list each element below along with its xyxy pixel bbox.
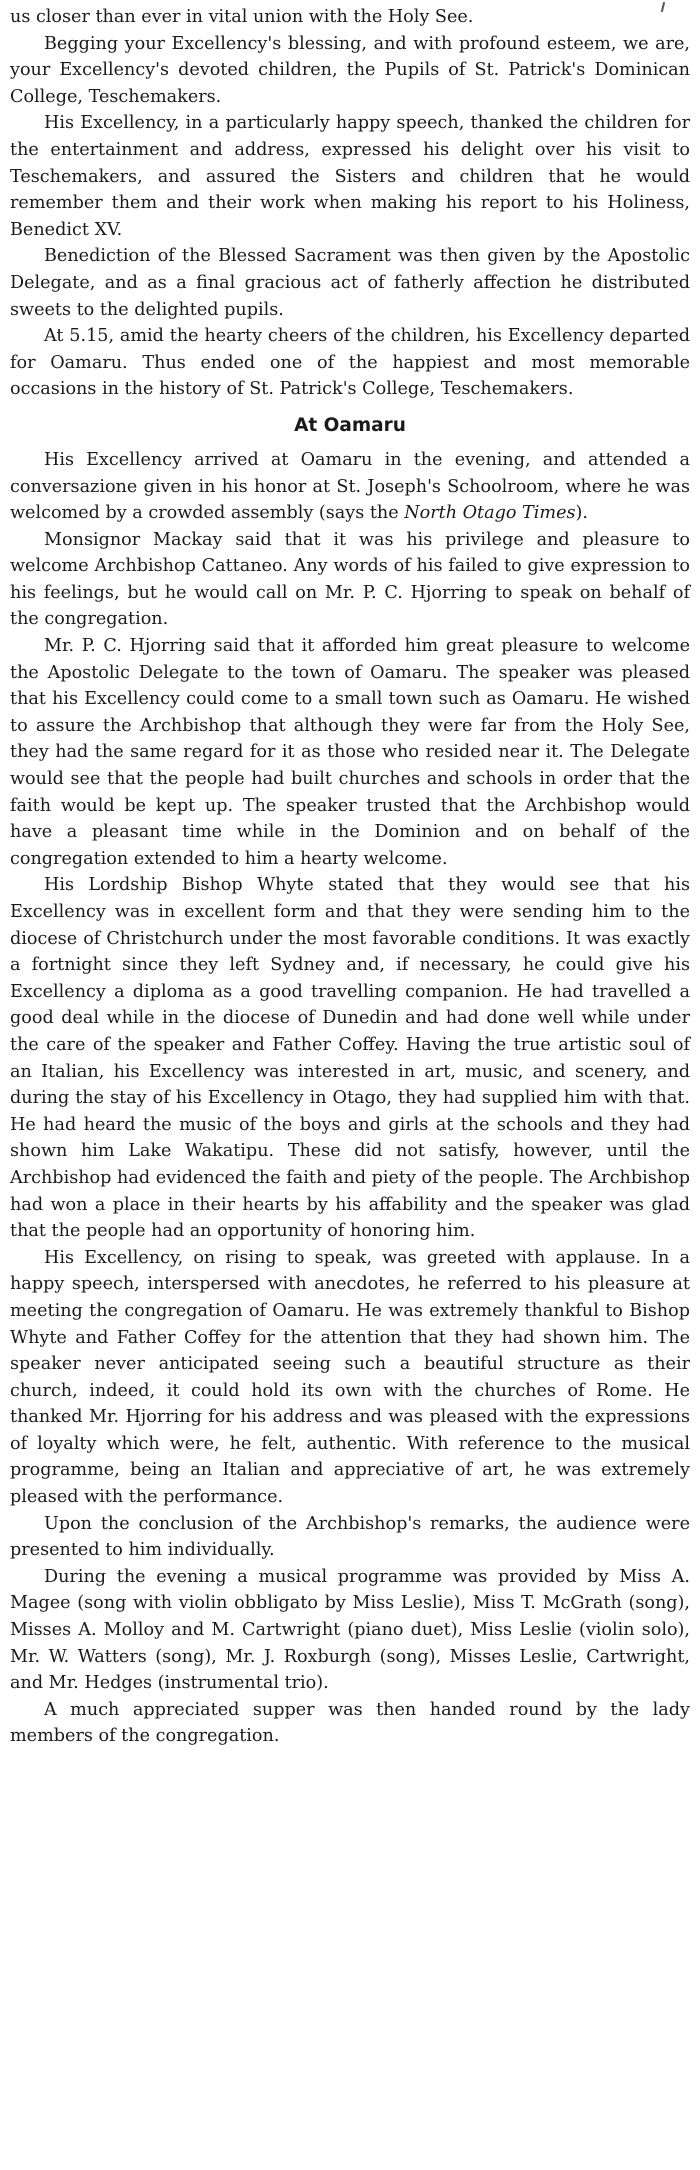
newspaper-column bbox=[10, 4, 690, 2164]
paragraph-address-closing: Begging your Excellency's blessing, and with profound esteem, we are, your Excellency's devoted children, the Pupils of St. Patrick's Dominican College, Teschemakers. bbox=[10, 33, 690, 107]
paragraph-excellency-reply: His Excellency, in a particularly happy speech, thanked the children for the entertainment and address, expressed his delight over his visit to Teschemakers, and assured the Sisters and children that he would remember them and their work when making his report to his Holiness, Benedict XV. bbox=[10, 113, 690, 240]
section-heading: At Oamaru bbox=[294, 414, 406, 436]
paragraph-departure: At 5.15, amid the hearty cheers of the children, his Excellency departed for Oamaru. Thus ended one of the happiest and most memorable occasions in the history of St. Patrick's College, Teschemakers. bbox=[10, 326, 690, 400]
paragraph-supper: A much appreciated supper was then handed round by the lady members of the congregation. bbox=[10, 1699, 690, 1747]
paragraph-benediction: Benediction of the Blessed Sacrament was then given by the Apostolic Delegate, and as a final gracious act of fatherly affection he distributed sweets to the delighted pupils. bbox=[10, 246, 690, 320]
paragraph-musical-programme: During the evening a musical programme was provided by Miss A. Magee (song with violin obbligato by Miss Leslie), Miss T. McGrath (song), Misses A. Molloy and M. Cartwright (piano duet), Miss Leslie (violin solo), Mr. W. Watters (song), Mr. J. Roxburgh (song), Misses Leslie, Cartwright, and Mr. Hedges (instrumental trio). bbox=[10, 1566, 690, 1694]
oamaru-intro-text: His Excellency arrived at Oamaru in the evening, and attended a conversazione given in his honor at St. Joseph's Schoolroom, where he was welcomed by a crowded assembly (says the bbox=[10, 449, 690, 524]
oamaru-intro-end: ). bbox=[575, 503, 589, 524]
newspaper-title: North Otago Times bbox=[404, 503, 576, 524]
paragraph-continued: us closer than ever in vital union with the Holy See. bbox=[10, 7, 474, 27]
paragraph-hjorring-speech: Mr. P. C. Hjorring said that it afforded him great pleasure to welcome the Apostolic Delegate to the town of Oamaru. The speaker was pleased that his Excellency could come to a small town such as Oamaru. He wished to assure the Archbishop that although they were far from the Holy See, they had the same regard for it as those who resided near it. The Delegate would see that the people had built churches and schools in order that the faith would be kept up. The speaker trusted that the Archbishop would have a pleasant time while in the Dominion and on behalf of the congregation extended to him a hearty welcome. bbox=[10, 636, 690, 869]
paragraph-oamaru-arrival bbox=[10, 447, 690, 527]
paragraph-audience-presented: Upon the conclusion of the Archbishop's remarks, the audience were presented to him individually. bbox=[10, 1513, 690, 1561]
paragraph-monsignor-mackay: Monsignor Mackay said that it was his privilege and pleasure to welcome Archbishop Cattaneo. Any words of his failed to give expression to his feelings, but he would call on Mr. P. C. Hjorring to speak on behalf of the congregation. bbox=[10, 529, 690, 630]
paragraph-bishop-whyte: His Lordship Bishop Whyte stated that they would see that his Excellency was in excellent form and that they were sending him to the diocese of Christchurch under the most favorable conditions. It was exactly a fortnight since they left Sydney and, if necessary, he could give his Excellency a diploma as a good travelling companion. He had travelled a good deal while in the diocese of Dunedin and had done well while under the care of the speaker and Father Coffey. Having the true artistic soul of an Italian, his Excellency was interested in art, music, and scenery, and during the stay of his Excellency in Otago, they had supplied him with that. He had heard the music of the boys and girls at the schools and they had shown him Lake Wakatipu. These did not satisfy, however, until the Archbishop had evidenced the faith and piety of the people. The Archbishop had won a place in their hearts by his affability and the speaker was glad that the people had an opportunity of honoring him. bbox=[10, 875, 690, 1242]
paragraph-excellency-speech: His Excellency, on rising to speak, was greeted with applause. In a happy speech, interspersed with anecdotes, he referred to his pleasure at meeting the congregation of Oamaru. He was extremely thankful to Bishop Whyte and Father Coffey for the attention that they had shown him. The speaker never anticipated seeing such a beautiful structure as their church, indeed, it could hold its own with the churches of Rome. He thanked Mr. Hjorring for his address and was pleased with the expressions of loyalty which were, he felt, authentic. With reference to the musical programme, being an Italian and appreciative of art, he was extremely pleased with the performance. bbox=[10, 1247, 690, 1508]
